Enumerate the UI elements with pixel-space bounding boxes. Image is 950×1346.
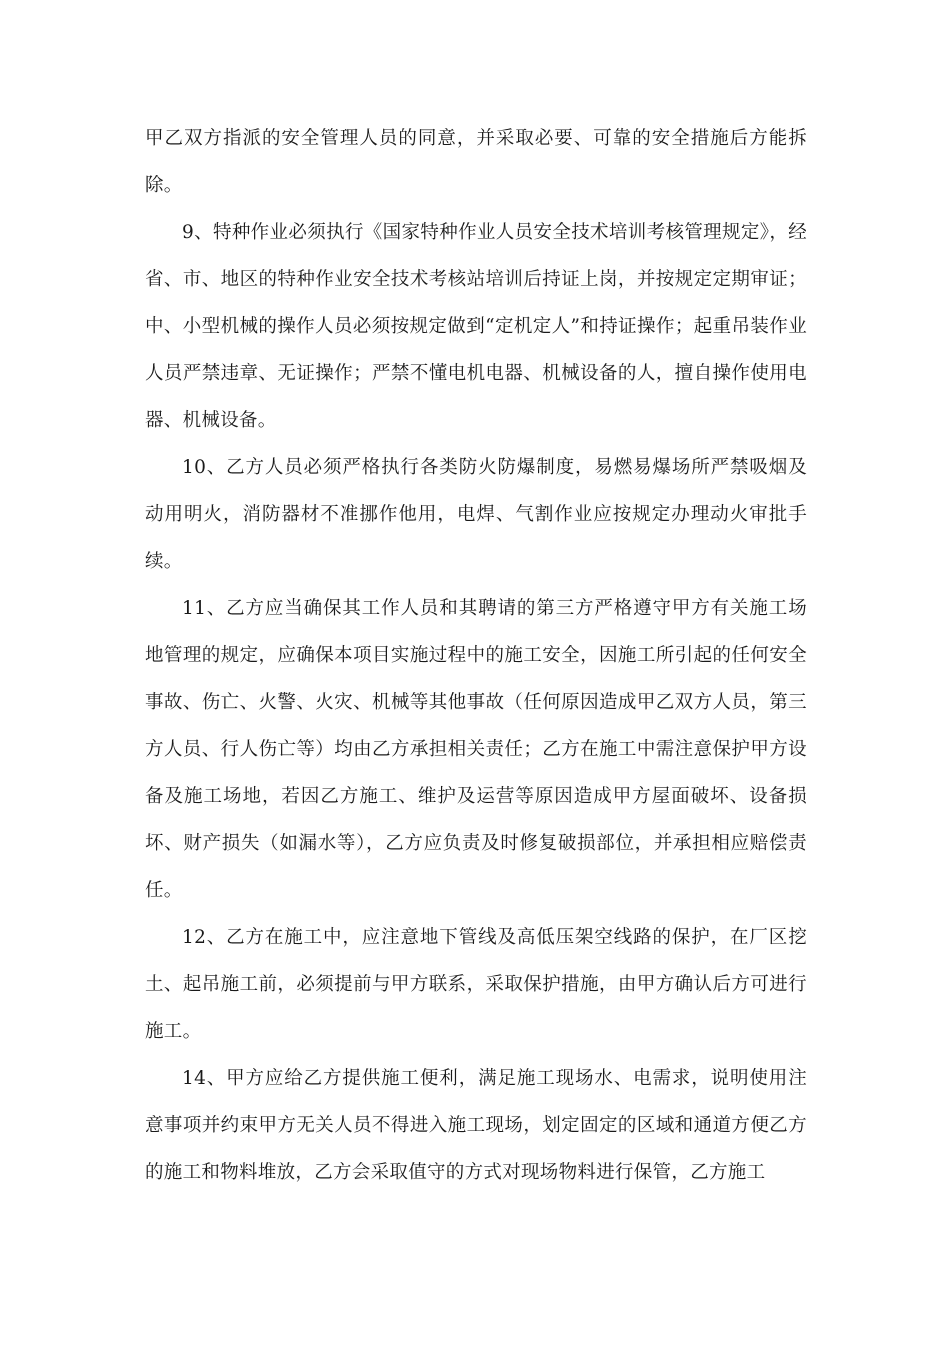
paragraph-clause-11: 11、乙方应当确保其工作人员和其聘请的第三方严格遵守甲方有关施工场地管理的规定，应确保本项目实施过程中的施工安全，因施工所引起的任何安全事故、伤亡、火警、火灾、机械等其他事故（任何原因造成甲乙双方人员，第三方人员、行人伤亡等）均由乙方承担相关责任；乙方在施工中需注意保护甲方设备及施工场地，若因乙方施工、维护及运营等原因造成甲方屋面破坏、设备损坏、财产损失（如漏水等），乙方应负责及时修复破损部位，并承担相应赔偿责任。 (145, 598, 807, 901)
paragraph-clause-12: 12、乙方在施工中，应注意地下管线及高低压架空线路的保护，在厂区挖土、起吊施工前，必须提前与甲方联系，采取保护措施，由甲方确认后方可进行施工。 (145, 927, 807, 1042)
paragraph-clause-9: 9、特种作业必须执行《国家特种作业人员安全技术培训考核管理规定》，经省、市、地区的特种作业安全技术考核站培训后持证上岗，并按规定定期审证；中、小型机械的操作人员必须按规定做到“定机定人”和持证操作；起重吊装作业人员严禁违章、无证操作；严禁不懂电机电器、机械设备的人，擅自操作使用电器、机械设备。 (145, 222, 807, 431)
paragraph-clause-14: 14、甲方应给乙方提供施工便利，满足施工现场水、电需求，说明使用注意事项并约束甲方无关人员不得进入施工现场，划定固定的区域和通道方便乙方的施工和物料堆放，乙方会采取值守的方式对现场物料进行保管，乙方施工 (145, 1068, 807, 1183)
paragraph-continuation: 甲乙双方指派的安全管理人员的同意，并采取必要、可靠的安全措施后方能拆除。 (145, 128, 807, 196)
paragraph-clause-10: 10、乙方人员必须严格执行各类防火防爆制度，易燃易爆场所严禁吸烟及动用明火，消防器材不准挪作他用，电焊、气割作业应按规定办理动火审批手续。 (145, 457, 807, 572)
document-body (145, 115, 807, 1196)
